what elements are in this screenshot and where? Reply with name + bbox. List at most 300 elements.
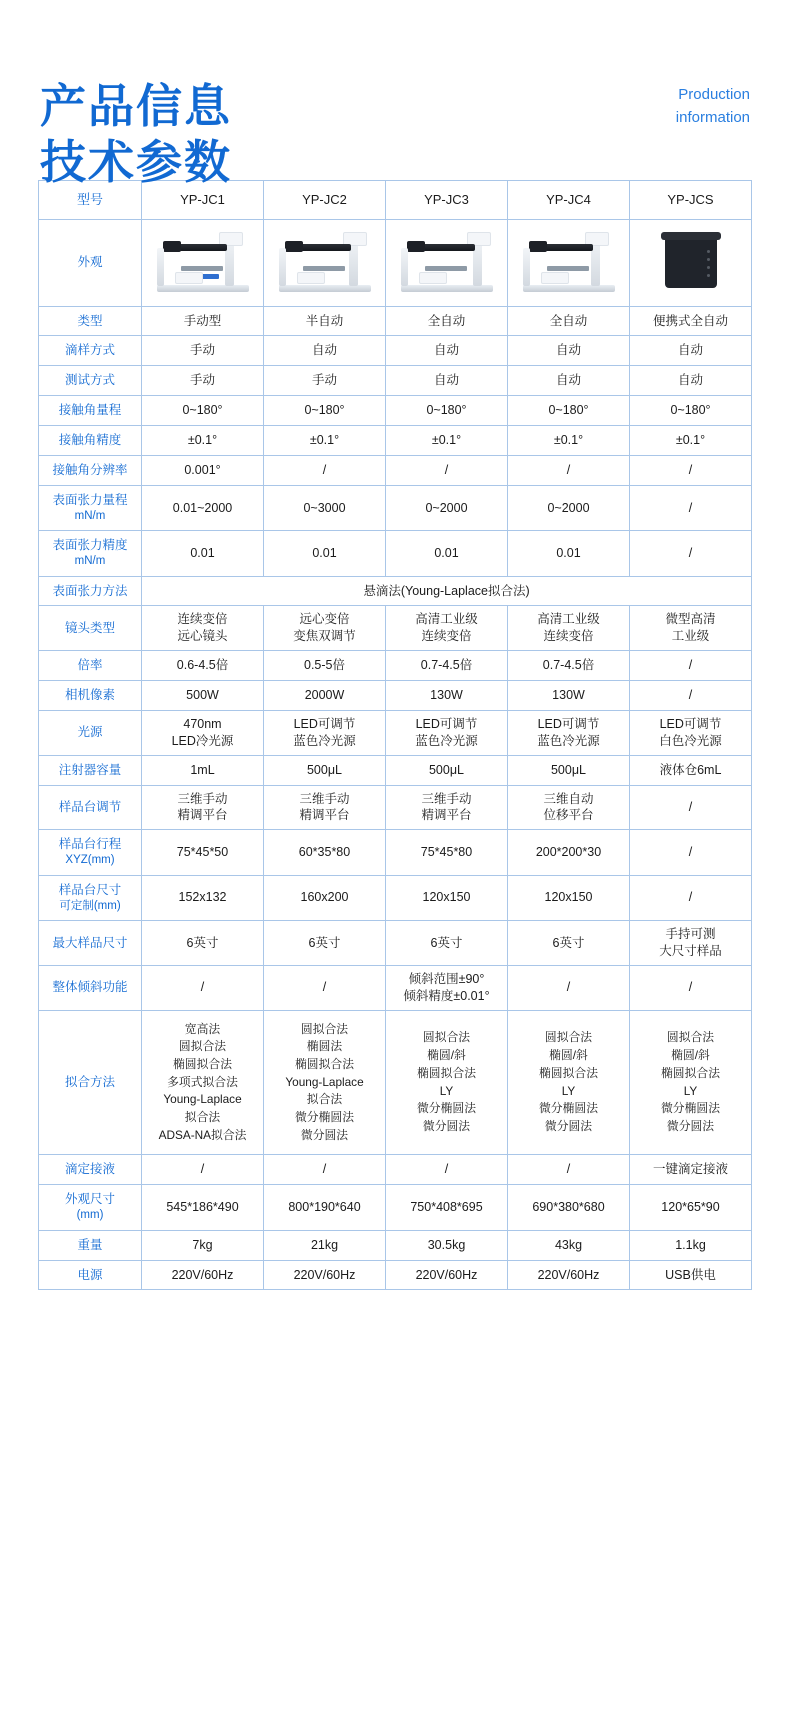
cell-line: 微分椭圆法 bbox=[295, 1110, 354, 1125]
table-cell bbox=[264, 606, 386, 651]
table-cell-merged: 悬滴法(Young-Laplace拟合法) bbox=[142, 576, 752, 606]
cell-line: 微型高清 bbox=[665, 612, 716, 627]
row-label-text: 倍率 bbox=[77, 658, 103, 673]
table-cell bbox=[386, 875, 508, 920]
table-cell bbox=[264, 965, 386, 1010]
cell-line: LY bbox=[439, 1083, 454, 1098]
table-row bbox=[39, 576, 752, 606]
cell-line: 120*65*90 bbox=[661, 1200, 720, 1215]
row-label-text: 样品台调节 bbox=[58, 800, 122, 815]
cell-line: YP-JC3 bbox=[424, 192, 469, 207]
row-label bbox=[39, 455, 142, 485]
table-cell bbox=[142, 485, 264, 530]
cell-line: LED可调节 bbox=[415, 716, 478, 731]
cell-line: / bbox=[688, 688, 693, 703]
table-cell bbox=[142, 681, 264, 711]
cell-line: 精调平台 bbox=[299, 808, 350, 823]
cell-line: / bbox=[566, 980, 571, 995]
table-cell bbox=[264, 1010, 386, 1155]
row-label-text: 接触角分辨率 bbox=[52, 462, 128, 477]
cell-line: / bbox=[322, 1162, 327, 1177]
table-cell bbox=[386, 830, 508, 875]
table-cell bbox=[630, 455, 752, 485]
row-label-text: 光源 bbox=[77, 725, 103, 740]
table-cell bbox=[630, 366, 752, 396]
cell-line: LY bbox=[561, 1083, 576, 1098]
cell-line: 0~180° bbox=[182, 403, 223, 418]
table-cell bbox=[264, 219, 386, 306]
table-row bbox=[39, 1230, 752, 1260]
row-label bbox=[39, 1230, 142, 1260]
cell-line: 690*380*680 bbox=[532, 1200, 605, 1215]
table-cell bbox=[386, 1230, 508, 1260]
table-cell bbox=[630, 681, 752, 711]
table-cell bbox=[508, 710, 630, 755]
cell-line: 2000W bbox=[304, 688, 345, 703]
cell-line: 0~3000 bbox=[303, 500, 346, 515]
cell-line: / bbox=[688, 845, 693, 860]
page-title-line2: 技术参数 bbox=[40, 136, 232, 189]
cell-line: 470nm bbox=[183, 716, 222, 731]
cell-line: 0~180° bbox=[548, 403, 589, 418]
table-cell bbox=[386, 755, 508, 785]
row-label bbox=[39, 1010, 142, 1155]
table-cell bbox=[386, 219, 508, 306]
cell-line: 椭圆拟合法 bbox=[295, 1056, 354, 1071]
cell-line: 0.5-5倍 bbox=[304, 658, 345, 673]
row-label-text: 注射器容量 bbox=[58, 762, 122, 777]
table-cell bbox=[264, 785, 386, 830]
cell-line: 0~180° bbox=[670, 403, 711, 418]
cell-line: 多项式拟合法 bbox=[167, 1074, 238, 1089]
cell-line: ±0.1° bbox=[431, 433, 462, 448]
row-label-sub: mN/m bbox=[74, 509, 106, 522]
cell-line: 0.01 bbox=[556, 545, 581, 560]
table-cell bbox=[630, 396, 752, 426]
cell-line: / bbox=[322, 980, 327, 995]
cell-line: 半自动 bbox=[305, 313, 344, 328]
table-row bbox=[39, 531, 752, 576]
table-cell bbox=[508, 455, 630, 485]
cell-line: 0.7-4.5倍 bbox=[420, 658, 473, 673]
cell-line: 0.7-4.5倍 bbox=[542, 658, 595, 673]
cell-line: Young-Laplace bbox=[163, 1092, 242, 1107]
table-cell bbox=[630, 336, 752, 366]
cell-line: 30.5kg bbox=[427, 1237, 466, 1252]
table-cell bbox=[386, 336, 508, 366]
table-cell bbox=[142, 336, 264, 366]
cell-line: 微分椭圆法 bbox=[661, 1101, 720, 1116]
table-row bbox=[39, 336, 752, 366]
cell-line: 大尺寸样品 bbox=[659, 943, 722, 958]
cell-line: 545*186*490 bbox=[166, 1200, 239, 1215]
table-cell bbox=[386, 426, 508, 456]
table-cell bbox=[142, 755, 264, 785]
table-row bbox=[39, 306, 752, 336]
row-label-text: 相机像素 bbox=[64, 688, 115, 703]
row-label-text: 拟合方法 bbox=[64, 1075, 115, 1090]
cell-line: 手持可测 bbox=[665, 927, 716, 942]
cell-line: LED可调节 bbox=[537, 716, 600, 731]
table-cell bbox=[508, 785, 630, 830]
cell-line: / bbox=[444, 1162, 449, 1177]
cell-line: 一键滴定接液 bbox=[652, 1162, 728, 1177]
row-label bbox=[39, 366, 142, 396]
table-row bbox=[39, 965, 752, 1010]
row-label bbox=[39, 1155, 142, 1185]
cell-line: 120x150 bbox=[544, 890, 593, 905]
cell-line: LED冷光源 bbox=[171, 733, 234, 748]
row-label-text: 接触角精度 bbox=[58, 433, 122, 448]
table-cell bbox=[264, 710, 386, 755]
row-label bbox=[39, 485, 142, 530]
table-cell bbox=[264, 426, 386, 456]
table-cell bbox=[142, 219, 264, 306]
cell-line: 500μL bbox=[428, 762, 464, 777]
table-row bbox=[39, 1010, 752, 1155]
table-cell bbox=[508, 366, 630, 396]
cell-line: 60*35*80 bbox=[298, 845, 351, 860]
row-label bbox=[39, 921, 142, 966]
row-label bbox=[39, 681, 142, 711]
table-cell bbox=[508, 830, 630, 875]
cell-line: 蓝色冷光源 bbox=[415, 733, 478, 748]
cell-line: 500W bbox=[186, 688, 219, 703]
table-cell bbox=[264, 1185, 386, 1230]
table-row bbox=[39, 396, 752, 426]
row-label bbox=[39, 651, 142, 681]
cell-line: Young-Laplace bbox=[285, 1074, 364, 1089]
page-subtitle-line1: Production bbox=[678, 86, 750, 103]
cell-line: 0.6-4.5倍 bbox=[176, 658, 229, 673]
cell-line: 椭圆拟合法 bbox=[661, 1065, 720, 1080]
row-label-text: 表面张力量程 bbox=[52, 492, 128, 507]
table-cell bbox=[142, 785, 264, 830]
cell-line: 6英寸 bbox=[430, 935, 463, 950]
cell-line: / bbox=[444, 462, 449, 477]
row-label bbox=[39, 875, 142, 920]
table-cell bbox=[264, 1155, 386, 1185]
cell-line: 220V/60Hz bbox=[415, 1267, 478, 1282]
table-cell bbox=[508, 336, 630, 366]
cell-line: 120x150 bbox=[422, 890, 471, 905]
table-cell bbox=[508, 219, 630, 306]
table-row bbox=[39, 1155, 752, 1185]
cell-line: 远心镜头 bbox=[177, 629, 228, 644]
cell-line: 0.01~2000 bbox=[172, 500, 233, 515]
table-cell bbox=[630, 426, 752, 456]
table-cell bbox=[264, 1260, 386, 1290]
cell-line: / bbox=[688, 500, 693, 515]
table-cell bbox=[630, 485, 752, 530]
row-label bbox=[39, 1260, 142, 1290]
table-row bbox=[39, 785, 752, 830]
table-row bbox=[39, 366, 752, 396]
table-cell bbox=[142, 830, 264, 875]
table-cell bbox=[264, 755, 386, 785]
table-cell bbox=[386, 1260, 508, 1290]
table-cell bbox=[386, 965, 508, 1010]
table-cell bbox=[142, 426, 264, 456]
table-cell bbox=[386, 710, 508, 755]
row-label-text: 表面张力方法 bbox=[52, 583, 128, 598]
table-cell bbox=[386, 1155, 508, 1185]
cell-line: YP-JCS bbox=[667, 192, 714, 207]
cell-line: 220V/60Hz bbox=[537, 1267, 600, 1282]
cell-line: LY bbox=[683, 1083, 698, 1098]
table-cell bbox=[386, 681, 508, 711]
cell-line: 圆拟合法 bbox=[544, 1030, 593, 1045]
cell-line: 500μL bbox=[306, 762, 342, 777]
table-cell bbox=[386, 1010, 508, 1155]
cell-line: 圆拟合法 bbox=[300, 1021, 349, 1036]
table-cell bbox=[508, 396, 630, 426]
table-row bbox=[39, 485, 752, 530]
table-cell bbox=[508, 681, 630, 711]
table-cell bbox=[142, 606, 264, 651]
row-label-text: 重量 bbox=[77, 1237, 103, 1252]
cell-line: 圆拟合法 bbox=[422, 1030, 471, 1045]
cell-line: / bbox=[688, 545, 693, 560]
table-cell bbox=[264, 485, 386, 530]
row-label-text: 类型 bbox=[77, 313, 103, 328]
cell-line: / bbox=[688, 980, 693, 995]
table-cell bbox=[630, 1010, 752, 1155]
table-cell bbox=[630, 785, 752, 830]
table-row bbox=[39, 755, 752, 785]
cell-line: ±0.1° bbox=[187, 433, 218, 448]
cell-line: 三维手动 bbox=[421, 791, 472, 806]
cell-line: 三维手动 bbox=[299, 791, 350, 806]
table-cell bbox=[142, 965, 264, 1010]
table-row bbox=[39, 681, 752, 711]
table-cell bbox=[264, 921, 386, 966]
cell-line: LED可调节 bbox=[293, 716, 356, 731]
table-cell bbox=[142, 396, 264, 426]
cell-line: 微分椭圆法 bbox=[417, 1101, 476, 1116]
cell-line: 便携式全自动 bbox=[652, 313, 728, 328]
table-row bbox=[39, 921, 752, 966]
row-label-text: 样品台尺寸 bbox=[58, 882, 122, 897]
cell-line: 圆拟合法 bbox=[178, 1039, 227, 1054]
table-cell bbox=[630, 1155, 752, 1185]
page-header bbox=[0, 0, 790, 189]
table-cell bbox=[264, 366, 386, 396]
row-label-text: 电源 bbox=[77, 1267, 103, 1282]
row-label bbox=[39, 336, 142, 366]
row-label bbox=[39, 965, 142, 1010]
row-label-text: 型号 bbox=[76, 192, 103, 207]
row-label-text: 测试方式 bbox=[64, 373, 115, 388]
row-label-sub: 可定制(mm) bbox=[59, 899, 121, 912]
row-label-sub: XYZ(mm) bbox=[65, 854, 115, 867]
table-cell bbox=[386, 651, 508, 681]
row-label-text: 接触角量程 bbox=[58, 403, 122, 418]
cell-line: 高清工业级 bbox=[415, 612, 478, 627]
cell-line: 6英寸 bbox=[552, 935, 585, 950]
cell-line: 拟合法 bbox=[184, 1110, 221, 1125]
table-cell bbox=[142, 366, 264, 396]
cell-line: 液体仓6mL bbox=[659, 762, 722, 777]
cell-line: 130W bbox=[430, 688, 463, 703]
cell-line: 自动 bbox=[433, 343, 459, 358]
cell-line: 连续变倍 bbox=[421, 629, 472, 644]
cell-line: / bbox=[200, 1162, 205, 1177]
table-cell bbox=[142, 306, 264, 336]
row-label bbox=[39, 306, 142, 336]
cell-line: 圆拟合法 bbox=[666, 1030, 715, 1045]
cell-line: 椭圆拟合法 bbox=[173, 1056, 232, 1071]
cell-line: 微分圆法 bbox=[300, 1127, 349, 1142]
device-illustration-1 bbox=[151, 230, 255, 296]
cell-line: ADSA-NA拟合法 bbox=[158, 1127, 247, 1142]
row-label bbox=[39, 396, 142, 426]
cell-line: 倾斜精度±0.01° bbox=[403, 988, 490, 1003]
cell-line: LED可调节 bbox=[659, 716, 722, 731]
device-illustration-4 bbox=[517, 230, 621, 296]
row-label-sub: mN/m bbox=[74, 555, 106, 568]
cell-line: 220V/60Hz bbox=[171, 1267, 234, 1282]
cell-line: 220V/60Hz bbox=[293, 1267, 356, 1282]
cell-line: 椭圆/斜 bbox=[671, 1048, 710, 1063]
cell-line: 自动 bbox=[677, 343, 703, 358]
cell-line: 750*408*695 bbox=[410, 1200, 483, 1215]
table-cell bbox=[386, 396, 508, 426]
cell-line: 0.01 bbox=[312, 545, 337, 560]
row-label-text: 整体倾斜功能 bbox=[52, 980, 128, 995]
row-label-text: 镜头类型 bbox=[64, 620, 115, 635]
row-label bbox=[39, 785, 142, 830]
row-label bbox=[39, 830, 142, 875]
table-cell bbox=[142, 710, 264, 755]
cell-line: 连续变倍 bbox=[177, 612, 228, 627]
table-cell bbox=[630, 1185, 752, 1230]
table-cell bbox=[264, 830, 386, 875]
cell-line: 三维手动 bbox=[177, 791, 228, 806]
table-cell bbox=[264, 875, 386, 920]
table-cell bbox=[386, 306, 508, 336]
row-label bbox=[39, 576, 142, 606]
row-label bbox=[39, 1185, 142, 1230]
table-cell bbox=[142, 921, 264, 966]
cell-line: 全自动 bbox=[549, 313, 588, 328]
cell-line: 0.01 bbox=[190, 545, 215, 560]
cell-line: / bbox=[566, 1162, 571, 1177]
page-subtitle-line2: information bbox=[675, 108, 750, 126]
table-cell bbox=[142, 875, 264, 920]
table-cell bbox=[630, 606, 752, 651]
table-cell bbox=[630, 1260, 752, 1290]
cell-line: 自动 bbox=[555, 343, 581, 358]
table-cell bbox=[386, 606, 508, 651]
cell-line: 自动 bbox=[677, 373, 703, 388]
table-cell bbox=[508, 1260, 630, 1290]
table-cell bbox=[508, 1155, 630, 1185]
cell-line: / bbox=[566, 462, 571, 477]
table-cell bbox=[142, 1260, 264, 1290]
cell-line: ±0.1° bbox=[553, 433, 584, 448]
cell-line: 800*190*640 bbox=[288, 1200, 361, 1215]
table-cell bbox=[508, 531, 630, 576]
table-row bbox=[39, 1260, 752, 1290]
row-label bbox=[39, 755, 142, 785]
cell-line: 43kg bbox=[554, 1237, 583, 1252]
cell-line: 75*45*80 bbox=[420, 845, 473, 860]
table-cell bbox=[630, 531, 752, 576]
table-cell bbox=[142, 1230, 264, 1260]
table-row bbox=[39, 606, 752, 651]
cell-line: 三维自动 bbox=[543, 791, 594, 806]
row-label-text: 滴样方式 bbox=[64, 343, 115, 358]
row-label-text: 外观 bbox=[77, 255, 103, 270]
cell-line: 手动 bbox=[189, 343, 215, 358]
table-row bbox=[39, 426, 752, 456]
cell-line: 全自动 bbox=[427, 313, 466, 328]
cell-line: YP-JC2 bbox=[302, 192, 347, 207]
table-cell bbox=[508, 965, 630, 1010]
table-cell bbox=[386, 366, 508, 396]
cell-line: 椭圆法 bbox=[306, 1039, 343, 1054]
cell-line: 倾斜范围±90° bbox=[408, 971, 485, 986]
cell-line: / bbox=[200, 980, 205, 995]
table-cell bbox=[630, 921, 752, 966]
cell-line: 椭圆/斜 bbox=[549, 1048, 588, 1063]
device-illustration-3 bbox=[395, 230, 499, 296]
cell-line: 椭圆拟合法 bbox=[539, 1065, 598, 1080]
cell-line: 微分圆法 bbox=[422, 1118, 471, 1133]
cell-line: 椭圆拟合法 bbox=[417, 1065, 476, 1080]
table-cell bbox=[630, 1230, 752, 1260]
table-cell bbox=[508, 875, 630, 920]
table-row bbox=[39, 875, 752, 920]
cell-line: 1.1kg bbox=[675, 1237, 706, 1252]
cell-line: 手动 bbox=[189, 373, 215, 388]
cell-line: / bbox=[688, 890, 693, 905]
table-cell bbox=[508, 651, 630, 681]
cell-line: 椭圆/斜 bbox=[427, 1048, 466, 1063]
cell-line: 工业级 bbox=[671, 629, 710, 644]
row-label bbox=[39, 219, 142, 306]
cell-line: 0~2000 bbox=[547, 500, 590, 515]
cell-line: 75*45*50 bbox=[176, 845, 229, 860]
cell-line: 200*200*30 bbox=[535, 845, 602, 860]
cell-line: 精调平台 bbox=[421, 808, 472, 823]
row-label-text: 表面张力精度 bbox=[52, 538, 128, 553]
device-illustration-5 bbox=[639, 230, 743, 296]
spec-table-body bbox=[39, 181, 752, 1290]
table-cell bbox=[386, 531, 508, 576]
cell-line: 精调平台 bbox=[177, 808, 228, 823]
table-cell bbox=[142, 455, 264, 485]
cell-line: YP-JC1 bbox=[180, 192, 225, 207]
table-row bbox=[39, 219, 752, 306]
row-label-text: 外观尺寸 bbox=[64, 1192, 115, 1207]
cell-line: / bbox=[688, 658, 693, 673]
cell-line: 位移平台 bbox=[543, 808, 594, 823]
table-row bbox=[39, 830, 752, 875]
cell-line: 21kg bbox=[310, 1237, 339, 1252]
cell-line: 152x132 bbox=[178, 890, 227, 905]
table-cell bbox=[142, 1010, 264, 1155]
cell-line: ±0.1° bbox=[309, 433, 340, 448]
cell-line: 0~2000 bbox=[425, 500, 468, 515]
table-cell bbox=[264, 1230, 386, 1260]
spec-table-wrapper bbox=[0, 180, 790, 1320]
cell-line: 6英寸 bbox=[186, 935, 219, 950]
table-cell bbox=[508, 1230, 630, 1260]
table-cell bbox=[142, 531, 264, 576]
row-label bbox=[39, 606, 142, 651]
